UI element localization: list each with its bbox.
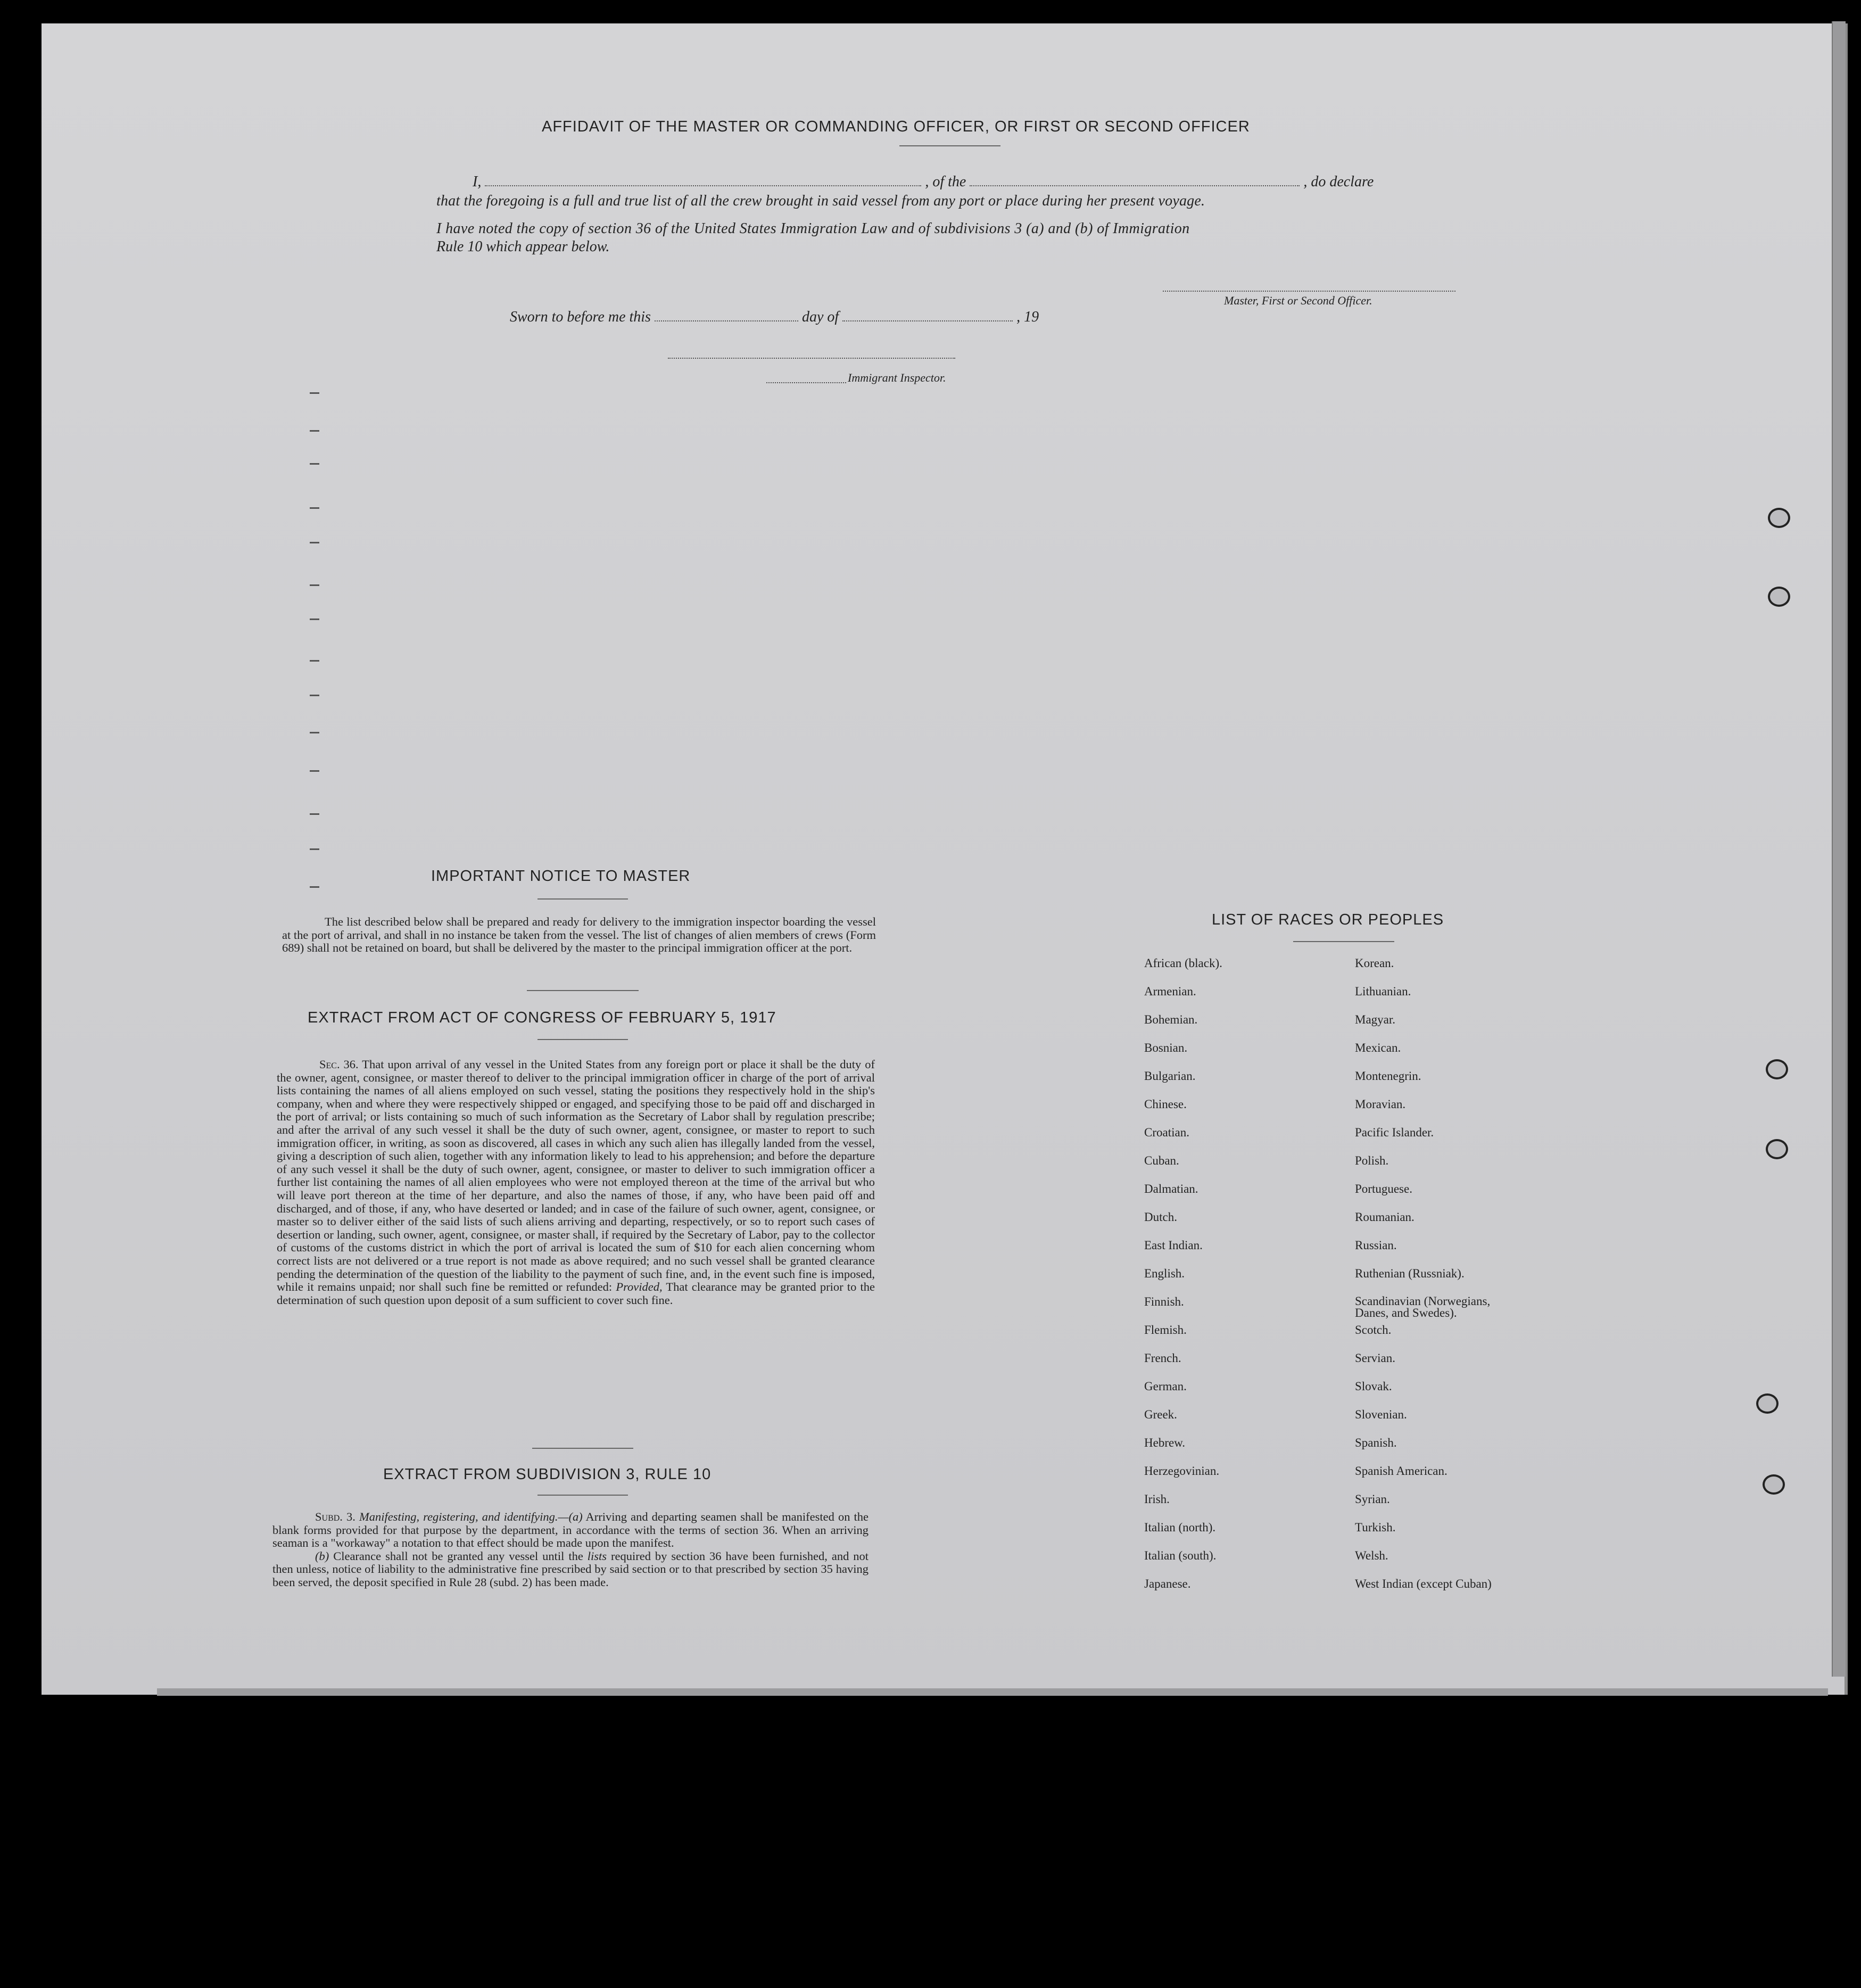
margin-mark: [310, 813, 319, 815]
race-item: English.: [1144, 1267, 1185, 1280]
extract-act-title: EXTRACT FROM ACT OF CONGRESS OF FEBRUARY 5, 1917: [308, 1009, 776, 1026]
affidavit-of-the: , of the: [925, 174, 966, 190]
race-item: Roumanian.: [1355, 1210, 1415, 1224]
subd-label: Subd. 3.: [315, 1510, 355, 1523]
extract-rule-text: [272, 1511, 869, 1589]
race-item: Syrian.: [1355, 1492, 1390, 1506]
subd-heading: Manifesting, registering, and identifying.: [359, 1510, 558, 1523]
race-item: Irish.: [1144, 1492, 1170, 1506]
extract-act-separator: [532, 1448, 633, 1449]
year-text: , 19: [1016, 309, 1039, 325]
race-item: Spanish American.: [1355, 1464, 1448, 1478]
vessel-blank[interactable]: [970, 185, 1300, 186]
affidavit-line-1: [473, 174, 1374, 191]
binding-hole: [1756, 1393, 1779, 1414]
margin-mark: [310, 463, 319, 465]
sec-text-end: That clearance may be granted prior to the determination of such question upon deposit of a sum sufficient to cover such fine.: [277, 1280, 875, 1307]
extract-act-paragraph: [277, 1058, 875, 1307]
binding-hole: [1766, 1139, 1788, 1159]
race-item: Spanish.: [1355, 1436, 1397, 1449]
notice-paragraph: The list described below shall be prepared and ready for delivery to the immigration inspector boarding the vessel at the port of arrival, and shall in no instance be taken from the vessel. The list of changes of alien members of crews (Form 689) shall not be retained on board, but shall be delivered by the master to the principal immigration officer at the port.: [282, 915, 876, 955]
race-item: Hebrew.: [1144, 1436, 1186, 1449]
affidavit-line-2: that the foregoing is a full and true list of all the crew brought in said vessel from any port or place during her present voyage.: [436, 193, 1205, 209]
page-bottom-edge: [157, 1688, 1828, 1696]
race-item: Finnish.: [1144, 1295, 1184, 1308]
document-page: [42, 23, 1848, 1695]
day-of-text: day of: [801, 309, 839, 325]
affidavit-declare: , do declare: [1303, 174, 1374, 190]
subd-b-text-1: Clearance shall not be granted any vessel until the: [333, 1549, 583, 1563]
race-item: Croatian.: [1144, 1126, 1189, 1139]
race-item: Italian (south).: [1144, 1549, 1217, 1562]
notice-title: IMPORTANT NOTICE TO MASTER: [431, 868, 691, 885]
race-item: Italian (north).: [1144, 1521, 1216, 1534]
races-left-column: [1144, 957, 1222, 1606]
race-item: Greek.: [1144, 1408, 1177, 1421]
sec-label: Sec. 36.: [319, 1058, 359, 1071]
subd-b-text-2: required by section 36 have been furnished, and not then unless, notice of liability to the administrative fine prescribed by said section or to that prescribed by section 35 having been served, the deposit specified in Rule 28 (subd. 2) has been made.: [272, 1549, 869, 1589]
races-right-column: [1355, 957, 1515, 1606]
subd-a-text: Arriving and departing seamen shall be manifested on the blank forms provided for that purpose by the department, in accordance with the terms of section 36. When an arriving seaman is a "workaway" a notation to that effect should be made upon the manifest.: [272, 1510, 869, 1550]
race-item: Flemish.: [1144, 1323, 1187, 1337]
binding-hole: [1763, 1474, 1785, 1495]
extract-act-text: [277, 1058, 875, 1307]
race-item: African (black).: [1144, 956, 1222, 970]
race-item: Bohemian.: [1144, 1013, 1198, 1026]
race-item: Russian.: [1355, 1239, 1397, 1252]
race-item: Pacific Islander.: [1355, 1126, 1434, 1139]
affidavit-title-rule: [899, 145, 1000, 146]
race-item: Slovenian.: [1355, 1408, 1407, 1421]
notice-title-rule: [537, 898, 628, 900]
inspector-signature-line[interactable]: [668, 358, 955, 359]
notice-separator: [527, 990, 639, 991]
margin-mark: [310, 886, 319, 888]
affidavit-title: AFFIDAVIT OF THE MASTER OR COMMANDING OFFICER, OR FIRST OR SECOND OFFICER: [542, 118, 1250, 135]
race-item: Japanese.: [1144, 1577, 1191, 1590]
race-item: German.: [1144, 1380, 1187, 1393]
subd-b-paragraph: [272, 1550, 869, 1589]
race-item: Portuguese.: [1355, 1182, 1412, 1195]
margin-mark: [310, 848, 319, 850]
subd-b-label: (b): [315, 1549, 329, 1563]
race-item: East Indian.: [1144, 1239, 1203, 1252]
race-item: Magyar.: [1355, 1013, 1396, 1026]
affidavit-line-3: I have noted the copy of section 36 of the United States Immigration Law and of subdivisions 3 (a) and (b) of Immigration: [436, 220, 1190, 237]
margin-mark: [310, 732, 319, 733]
race-item: Polish.: [1355, 1154, 1389, 1167]
race-item: Bosnian.: [1144, 1041, 1188, 1054]
margin-mark: [310, 660, 319, 662]
sworn-text: Sworn to before me this: [510, 309, 651, 325]
margin-mark: [310, 770, 319, 772]
master-signature-label: Master, First or Second Officer.: [1224, 294, 1372, 307]
sworn-line: [510, 309, 1039, 326]
binding-hole: [1768, 508, 1790, 528]
race-item: Dutch.: [1144, 1210, 1177, 1224]
race-item: Moravian.: [1355, 1098, 1406, 1111]
notice-text: [282, 915, 876, 955]
race-item: Montenegrin.: [1355, 1069, 1421, 1083]
margin-mark: [310, 507, 319, 509]
subd-a-paragraph: [272, 1511, 869, 1550]
race-item: Mexican.: [1355, 1041, 1401, 1054]
subd-a-label: —(a): [558, 1510, 583, 1523]
affidavit-i: I,: [473, 174, 482, 190]
race-item: Scotch.: [1355, 1323, 1392, 1337]
inspector-signature-line-2: [766, 382, 846, 383]
inspector-signature-label: Immigrant Inspector.: [848, 371, 946, 384]
margin-mark: [310, 430, 319, 432]
race-item: Armenian.: [1144, 985, 1196, 998]
binding-hole: [1768, 587, 1790, 607]
margin-mark: [310, 584, 319, 586]
race-item: Scandinavian (Norwegians, Danes, and Swedes).: [1355, 1294, 1491, 1319]
extract-rule-title: EXTRACT FROM SUBDIVISION 3, RULE 10: [383, 1466, 712, 1483]
race-item: Korean.: [1355, 956, 1394, 970]
race-item: Cuban.: [1144, 1154, 1179, 1167]
race-item: Chinese.: [1144, 1098, 1187, 1111]
races-title: LIST OF RACES OR PEOPLES: [1212, 911, 1444, 928]
binding-hole: [1766, 1059, 1788, 1079]
race-item: Welsh.: [1355, 1549, 1388, 1562]
extract-rule-rule: [537, 1495, 628, 1496]
extract-act-rule: [537, 1039, 628, 1040]
master-signature-line[interactable]: [1163, 291, 1455, 292]
sec-text: That upon arrival of any vessel in the United States from any foreign port or place it shall be the duty of the owner, agent, consignee, or master thereof to deliver to the principal immigration officer in charge of the port of arrival lists containing the names of all aliens employed on such vessel, stating the positions they respectively hold in the ship's company, when and where they were respectively shipped or engaged, and specifying those to be paid off and discharged in the port of arrival; or lists containing so much of such information as the Secretary of Labor shall by regulation prescribe; and after the arrival of any such vessel it shall be the duty of such owner, agent, consignee, or master to report to such immigration officer, in writing, as soon as discovered, all cases in which any such alien has illegally landed from the vessel, giving a description of such alien, together with any information likely to lead to his apprehension; and before the departure of any such vessel it shall be the duty of such owner, agent, consignee, or master to deliver to such immigration officer a further list containing the names of all alien employees who were not employed thereon at the time of the arrival but who will leave port thereon at the time of her departure, and also the names of those, if any, who have been paid off and discharged, and of those, if any, who have deserted or landed; and in case of the failure of such owner, agent, consignee, or master so to deliver either of the said lists of such aliens arriving and departing, respectively, or so to report such cases of desertion or landing, such owner, agent, consignee, or master shall, if required by the Secretary of Labor, pay to the collector of customs of the customs district in which the port of arrival is located the sum of $10 for each alien concerning whom correct lists are not delivered or a true report is not made as above required; and no such vessel shall be granted clearance pending the determination of the question of the liability to the payment of such fine, and, in the event such fine is imposed, while it remains unpaid; nor shall such fine be remitted or refunded:: [277, 1058, 875, 1294]
race-item: West Indian (except Cuban): [1355, 1577, 1492, 1590]
margin-mark: [310, 542, 319, 543]
margin-mark: [310, 695, 319, 696]
races-title-rule: [1293, 941, 1394, 942]
margin-mark: [310, 392, 319, 394]
margin-mark: [310, 618, 319, 620]
provided-word: Provided,: [616, 1280, 663, 1294]
race-item: Dalmatian.: [1144, 1182, 1198, 1195]
sworn-day-blank[interactable]: [655, 320, 798, 321]
race-item: Slovak.: [1355, 1380, 1392, 1393]
race-item: Herzegovinian.: [1144, 1464, 1220, 1478]
subd-b-lists: lists: [587, 1549, 607, 1563]
race-item: Lithuanian.: [1355, 985, 1411, 998]
race-item: Bulgarian.: [1144, 1069, 1196, 1083]
race-item: Servian.: [1355, 1351, 1396, 1365]
name-blank[interactable]: [485, 185, 921, 186]
race-item: Turkish.: [1355, 1521, 1396, 1534]
sworn-month-blank[interactable]: [842, 320, 1013, 321]
race-item: French.: [1144, 1351, 1181, 1365]
race-item: Ruthenian (Russniak).: [1355, 1267, 1465, 1280]
page-edge: [1832, 21, 1846, 1677]
affidavit-line-4: Rule 10 which appear below.: [436, 238, 610, 255]
